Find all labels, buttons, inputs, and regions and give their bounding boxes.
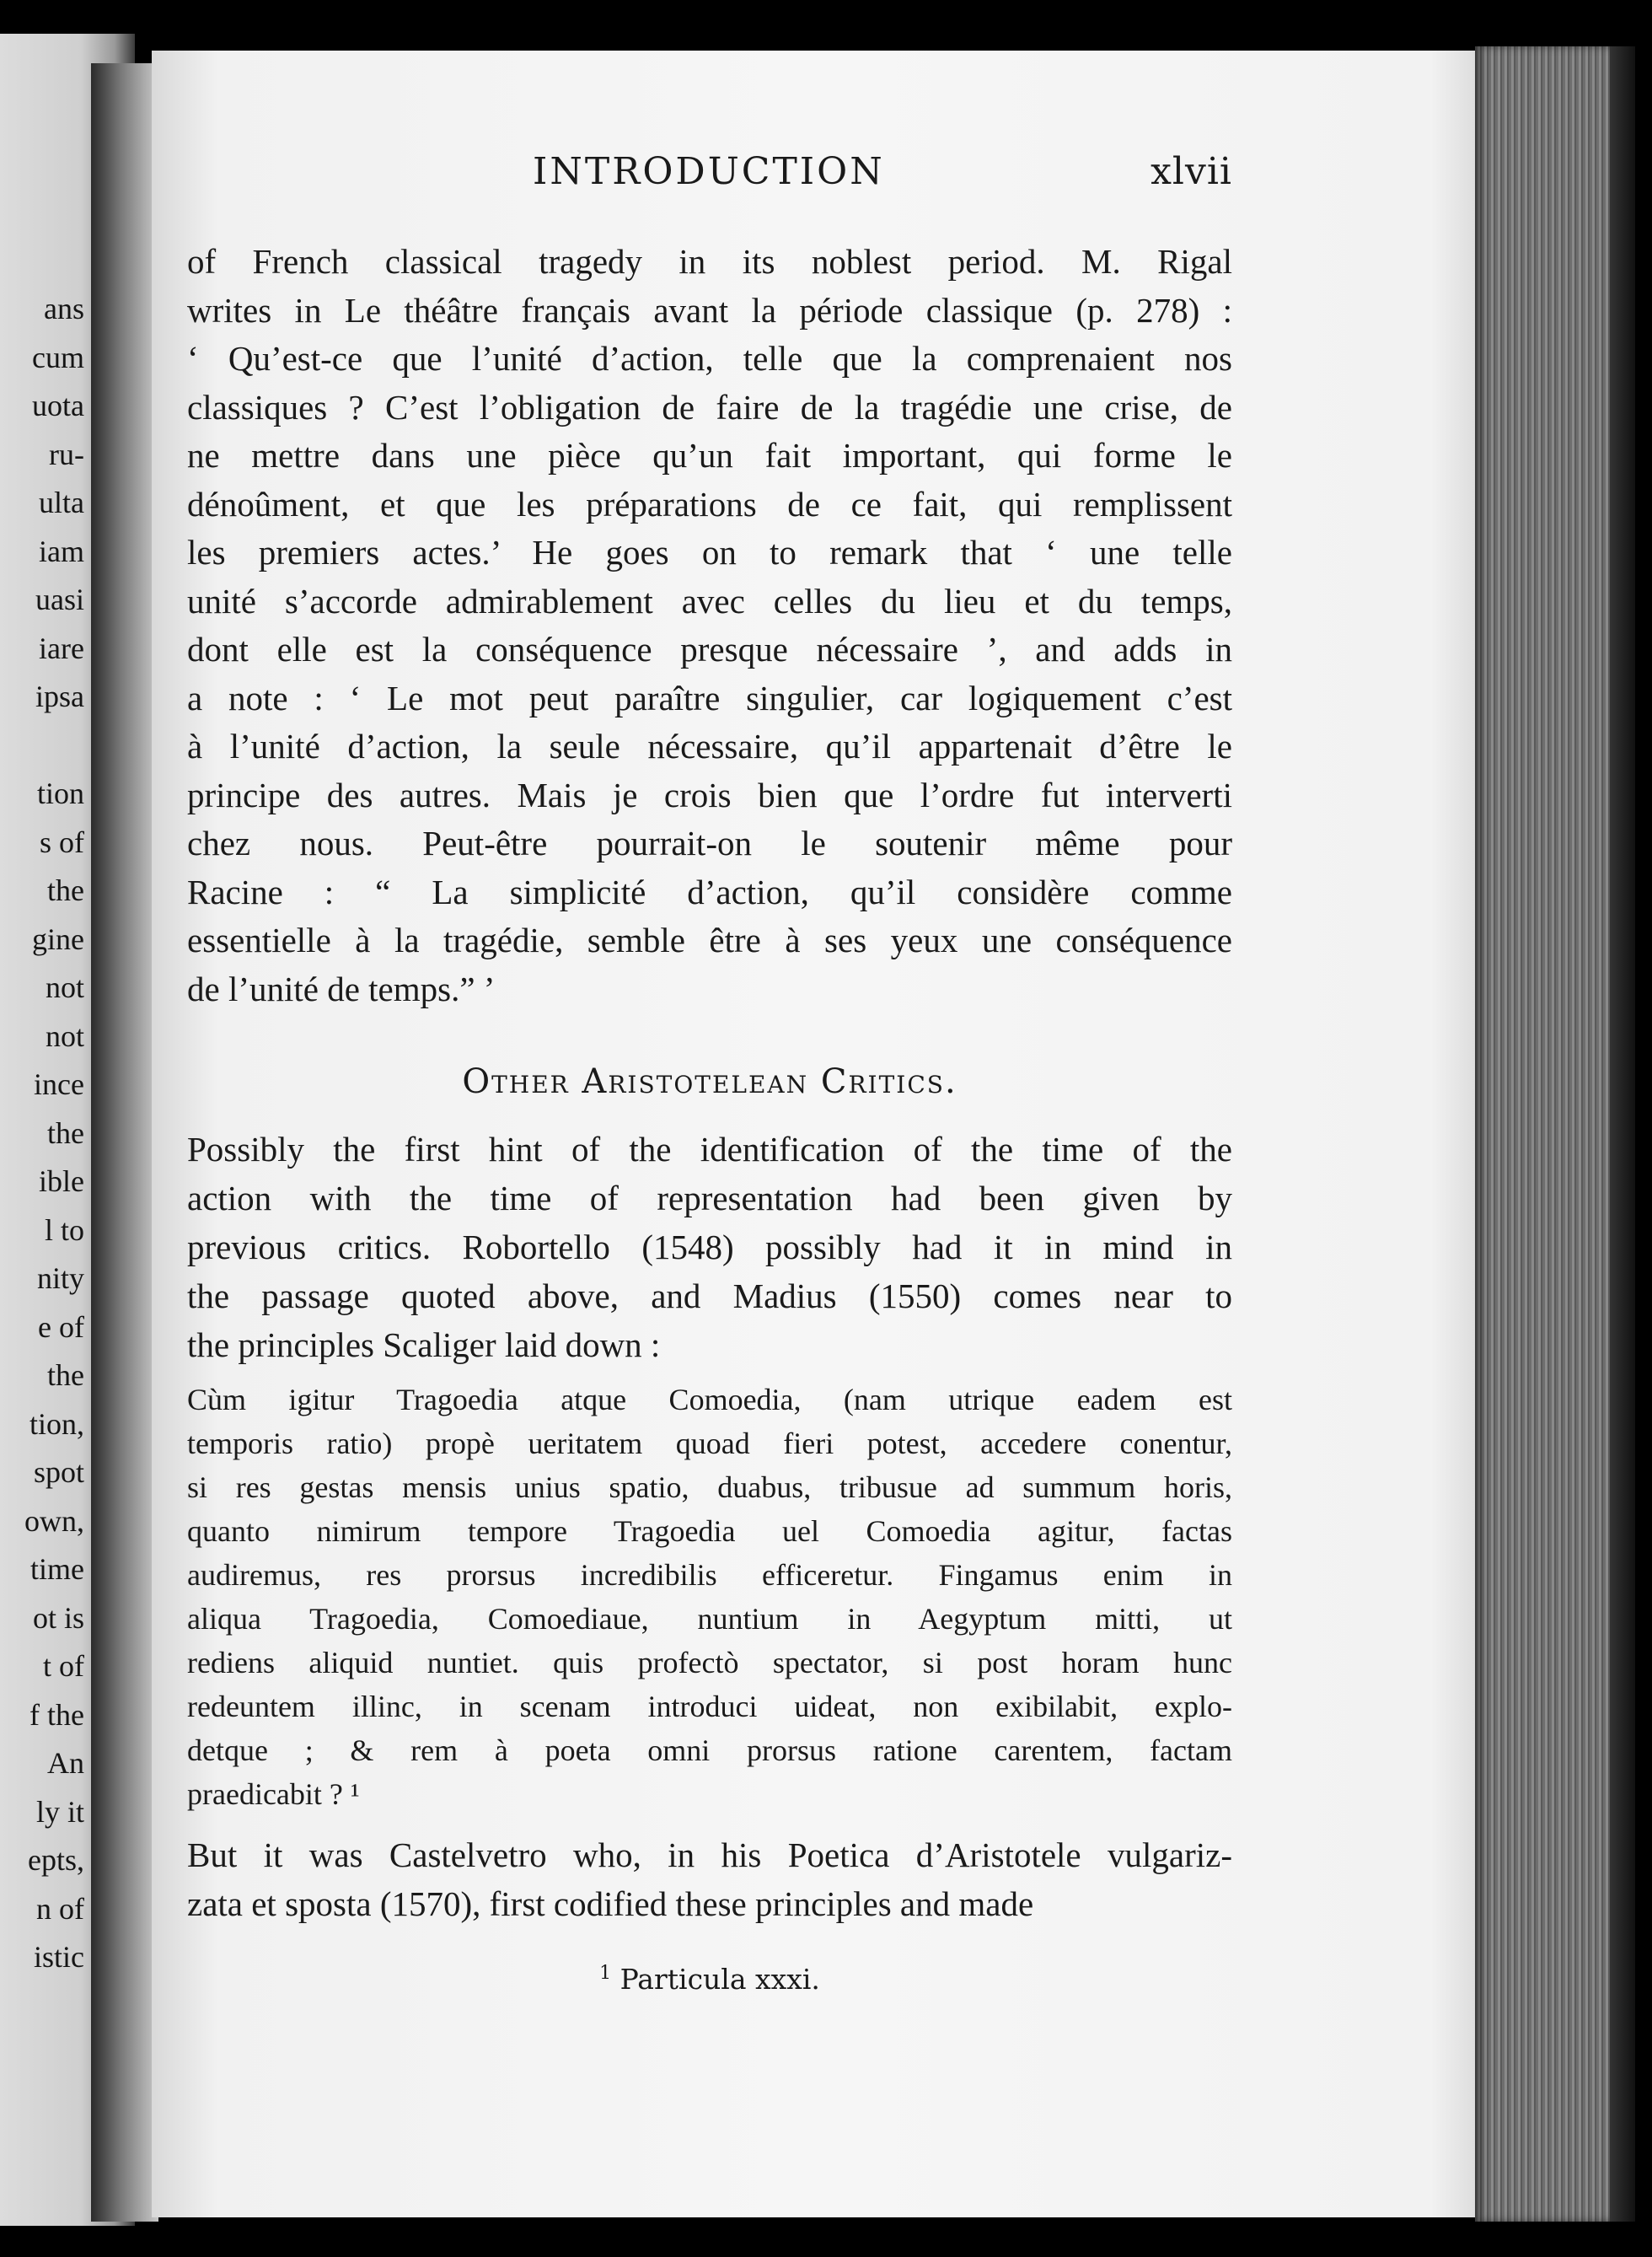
previous-page-fragment: gine	[32, 922, 84, 956]
previous-page-fragment: time	[30, 1552, 84, 1586]
previous-page-fragment: n of	[36, 1891, 84, 1926]
text-line: ‘ Qu’est-ce que l’unité d’action, telle que la comprenaient nos	[187, 339, 1232, 378]
page-fore-edge	[1475, 46, 1635, 2222]
previous-page-fragment: the	[47, 1115, 84, 1150]
text-line: Possibly the first hint of the identification of the time of the	[187, 1130, 1232, 1169]
previous-page-fragment: An	[47, 1746, 84, 1780]
text-line: previous critics. Robortello (1548) possibly had it in mind in	[187, 1228, 1232, 1266]
running-header	[187, 150, 1232, 201]
text-line: the passage quoted above, and Madius (1550) comes near to	[187, 1276, 1232, 1315]
previous-page-fragment: ipsa	[35, 680, 84, 713]
previous-page-fragment: uasi	[35, 583, 84, 616]
text-line: detque ; & rem à poeta omni prorsus ratione carentem, factam	[187, 1733, 1232, 1767]
previous-page-fragment: the	[47, 873, 84, 907]
previous-page-fragment: spot	[33, 1455, 84, 1489]
previous-page-fragment: istic	[34, 1940, 84, 1974]
previous-page-fragment: ince	[34, 1067, 84, 1101]
text-line: temporis ratio) propè ueritatem quoad fieri potest, accedere conentur,	[187, 1427, 1232, 1460]
text-line: principe des autres. Mais je crois bien que l’ordre fut interverti	[187, 775, 1232, 814]
previous-page-fragment: not	[45, 1018, 84, 1053]
text-line: rediens aliquid nuntiet. quis profectò spectator, si post horam hunc	[187, 1646, 1232, 1679]
previous-page-fragment: cum	[32, 340, 84, 374]
previous-page-fragment: e of	[38, 1309, 84, 1344]
previous-page-fragment: s of	[40, 825, 84, 859]
text-line: dont elle est la conséquence presque nécessaire ’, and adds in	[187, 630, 1232, 669]
text-line: unité s’accorde admirablement avec celles du lieu et du temps,	[187, 581, 1232, 621]
previous-page-fragment: iam	[39, 534, 84, 568]
previous-page-fragment: the	[47, 1358, 84, 1392]
text-line: Racine : “ La simplicité d’action, qu’il considère comme	[187, 872, 1232, 911]
previous-page-fragment: nity	[36, 1261, 84, 1295]
text-line: les premiers actes.’ He goes on to remark that ‘ une telle	[187, 533, 1232, 572]
previous-page-fragment: ulta	[39, 486, 84, 519]
previous-page-fragment: ans	[44, 292, 84, 325]
text-line: essentielle à la tragédie, semble être à ses yeux une conséquence	[187, 921, 1232, 959]
previous-page-fragment: ible	[39, 1164, 84, 1198]
text-line: But it was Castelvetro who, in his Poetica d’Aristotele vulgariz-	[187, 1835, 1232, 1874]
text-line: chez nous. Peut-être pourrait-on le soutenir même pour	[187, 824, 1232, 862]
footnote-mark: 1	[599, 1963, 612, 1984]
book-gutter	[91, 63, 158, 2222]
text-line: Cùm igitur Tragoedia atque Comoedia, (nam utrique eadem est	[187, 1383, 1232, 1416]
text-line: classiques ? C’est l’obligation de faire de la tragédie une crise, de	[187, 387, 1232, 427]
previous-page-fragment: tion,	[29, 1406, 84, 1441]
header-title: INTRODUCTION	[533, 150, 885, 193]
footnote	[187, 1963, 1232, 1996]
text-line: audiremus, res prorsus incredibilis efficeretur. Fingamus enim in	[187, 1558, 1232, 1592]
previous-page-fragment: not	[45, 970, 84, 1004]
text-line: a note : ‘ Le mot peut paraître singulier, car logiquement c’est	[187, 678, 1232, 717]
previous-page-fragment: ot is	[32, 1600, 84, 1635]
text-line: aliqua Tragoedia, Comoediaue, nuntium in Aegyptum mitti, ut	[187, 1602, 1232, 1636]
text-line: praedicabit ? ¹	[187, 1777, 360, 1811]
previous-page-fragment: tion	[36, 777, 84, 810]
text-line: action with the time of representation had been given by	[187, 1179, 1232, 1217]
text-line: ne mettre dans une pièce qu’un fait important, qui forme le	[187, 436, 1232, 475]
text-line: writes in Le théâtre français avant la période classique (p. 278) :	[187, 290, 1232, 330]
page-number: xlvii	[1150, 150, 1232, 193]
text-line: of French classical tragedy in its noblest period. M. Rigal	[187, 242, 1232, 281]
text-line: zata et sposta (1570), first codified these principles and made	[187, 1884, 1034, 1923]
previous-page-fragment: f the	[30, 1697, 84, 1732]
previous-page-fragment: ly it	[35, 1794, 84, 1829]
section-heading: Other Aristotelean Critics.	[462, 1062, 957, 1101]
text-line: quanto nimirum tempore Tragoedia uel Comoedia agitur, factas	[187, 1514, 1232, 1548]
previous-page-fragment: own,	[24, 1503, 84, 1538]
previous-page-fragment: iare	[39, 631, 84, 665]
footnote-text: Particula xxxi.	[620, 1963, 820, 1996]
text-line: à l’unité d’action, la seule nécessaire, qu’il appartenait d’être le	[187, 727, 1232, 766]
text-line: the principles Scaliger laid down :	[187, 1325, 661, 1364]
text-line: de l’unité de temps.” ’	[187, 969, 496, 1008]
text-line: redeuntem illinc, in scenam introduci uideat, non exibilabit, explo-	[187, 1690, 1232, 1723]
text-line: dénoûment, et que les préparations de ce fait, qui remplissent	[187, 484, 1232, 524]
previous-page-fragment: epts,	[28, 1843, 84, 1877]
previous-page-fragment: ru-	[49, 437, 84, 471]
text-line: si res gestas mensis unius spatio, duabus, tribusue ad summum horis,	[187, 1470, 1232, 1504]
previous-page-fragment: uota	[32, 389, 84, 422]
previous-page-fragment: l to	[44, 1212, 84, 1247]
previous-page-fragment: t of	[43, 1649, 84, 1683]
